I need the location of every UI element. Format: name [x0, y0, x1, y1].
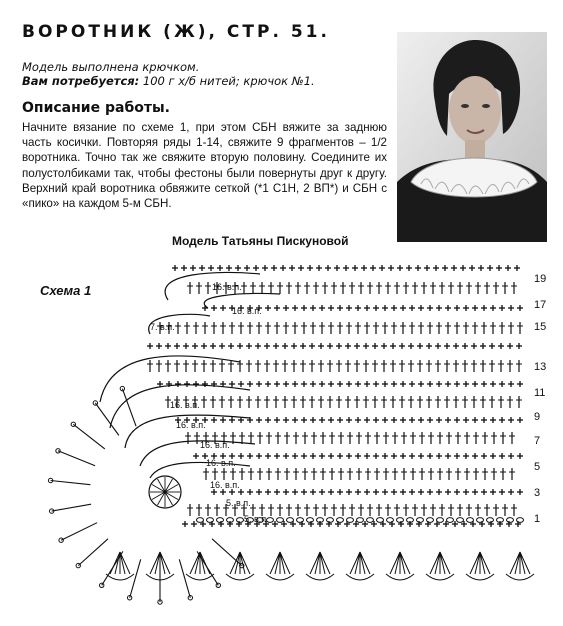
- stitch-row: [165, 396, 522, 408]
- bottom-shell: [186, 552, 214, 580]
- chain-arc: [100, 356, 240, 402]
- chain-count-label: 16. в.п.: [206, 458, 236, 468]
- materials-label: Вам потребуется:: [22, 74, 140, 88]
- materials-value: 100 г х/б нитей; крючок №1.: [139, 74, 315, 88]
- crochet-scheme-diagram: [0, 252, 563, 626]
- fan-stitch: [122, 389, 136, 427]
- materials-line: [22, 74, 315, 88]
- picot: [93, 401, 97, 405]
- chain-arcs: [100, 272, 280, 478]
- row-number: 9: [534, 411, 541, 423]
- chain-count-label: 5. в.п.: [244, 514, 269, 524]
- chain-count-label: 16. в.п.: [210, 480, 240, 490]
- bottom-shell: [386, 552, 414, 580]
- shell-fan: [48, 386, 534, 604]
- author-credit: Модель Татьяны Пискуновой: [172, 234, 349, 248]
- model-note: Модель выполнена крючком.: [22, 60, 200, 74]
- stitch-row: [203, 468, 515, 480]
- chain-count-label: 16. в.п.: [232, 306, 262, 316]
- scheme-label: Схема 1: [40, 283, 92, 298]
- bottom-shell: [306, 552, 334, 580]
- description-text: Начните вязание по схеме 1, при этом СБН вяжите за заднюю часть косички. Повторяя ряды 1-14, свяжите 9 фрагментов – 1/2 воротника. Точно так же свяжите вторую половину. Соедините их полустолбиками так, чтобы фестоны были повернуты друг к другу. Верхний край воротника обвяжите сеткой (*1 С1Н, 2 ВП*) и СБН с «пико» на каждом 5-м СБН.: [22, 121, 387, 211]
- stitch-row: [147, 343, 522, 349]
- bottom-shell: [506, 552, 534, 580]
- chain-count-label: 16. в.п.: [200, 440, 230, 450]
- picot: [71, 422, 75, 426]
- fan-stitch: [78, 539, 108, 566]
- row-number: 19: [534, 273, 547, 285]
- bottom-shell: [266, 552, 294, 580]
- description-heading: Описание работы.: [22, 100, 170, 116]
- stitch-rows: [147, 265, 524, 527]
- bottom-shell: [106, 552, 134, 580]
- row-number: 5: [534, 461, 541, 473]
- stitch-row: [147, 360, 522, 372]
- page-title: ВОРОТНИК (Ж), СТР. 51.: [22, 22, 330, 42]
- row-number: 13: [534, 361, 547, 373]
- row-number: 1: [534, 513, 541, 525]
- materials-block: [22, 60, 315, 88]
- chain-count-label: 7. в.п.: [150, 322, 175, 332]
- fan-stitch: [95, 403, 119, 435]
- fan-stitch: [130, 559, 141, 597]
- bottom-shell: [226, 552, 254, 580]
- bottom-shell: [426, 552, 454, 580]
- fan-stitch: [58, 451, 95, 466]
- stitch-row: [193, 453, 523, 459]
- fan-stitch: [61, 523, 97, 541]
- fan-stitch: [179, 559, 190, 597]
- model-photo: [397, 32, 547, 242]
- fan-stitch: [212, 539, 242, 566]
- chain-count-label: 16. в.п.: [176, 420, 206, 430]
- stitch-row: [172, 265, 520, 271]
- chain-count-label: 16. в.п.: [212, 282, 242, 292]
- chain-count-label: 16. в.п.: [170, 400, 200, 410]
- row-number: 7: [534, 435, 541, 447]
- row-number: 3: [534, 487, 541, 499]
- stitch-row: [157, 322, 523, 334]
- stitch-row: [175, 417, 523, 423]
- stitch-row: [211, 489, 523, 495]
- fan-stitch: [51, 481, 91, 485]
- bottom-shell: [346, 552, 374, 580]
- row-number: 11: [534, 387, 546, 399]
- fan-stitch: [73, 424, 105, 449]
- row-number: 15: [534, 321, 547, 333]
- fan-stitch: [52, 504, 91, 511]
- bottom-shell: [466, 552, 494, 580]
- row-number: 17: [534, 299, 547, 311]
- chain-count-label: 5. в.п.: [226, 498, 251, 508]
- row-numbers: [534, 273, 546, 525]
